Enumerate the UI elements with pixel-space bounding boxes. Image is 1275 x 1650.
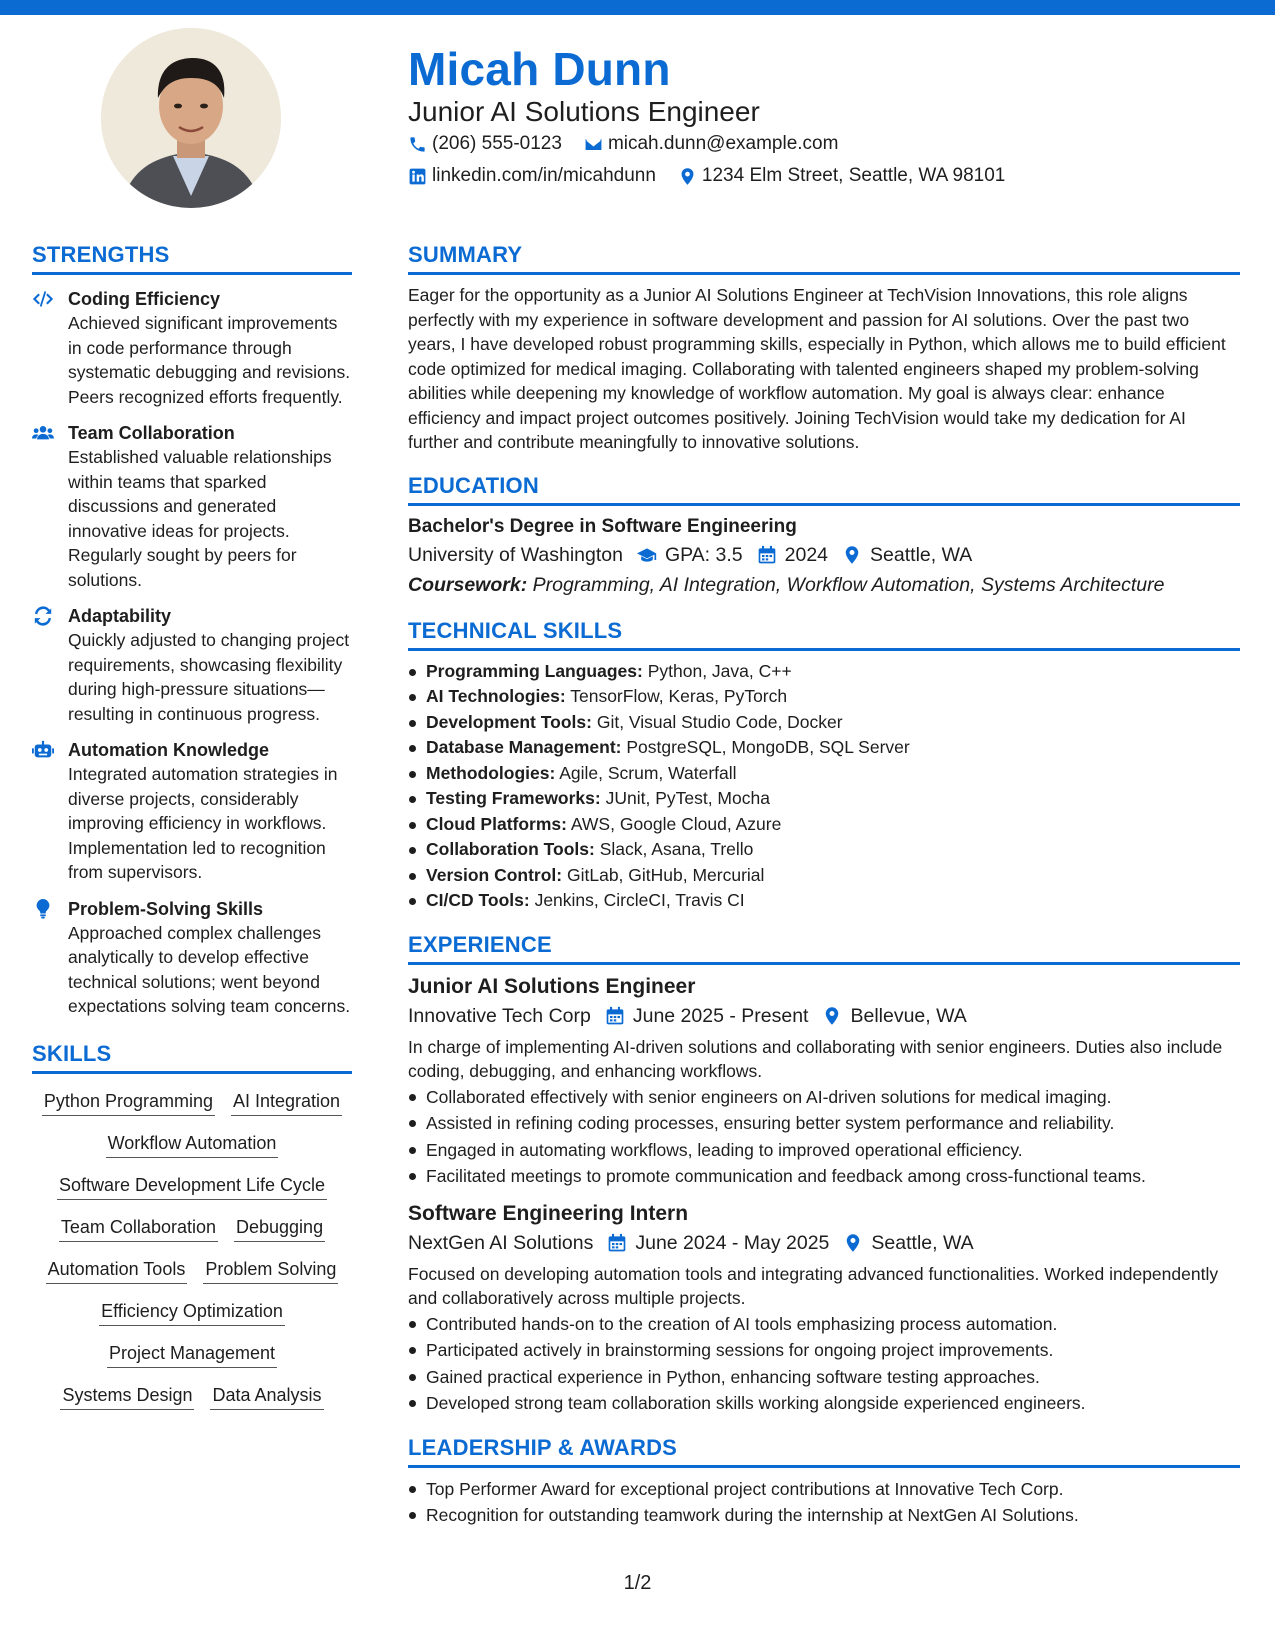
strength-item — [32, 604, 352, 726]
job-description: Focused on developing automation tools and integrating advanced functionalities. Worked independently and collaboratively across multiple projects. — [408, 1263, 1219, 1308]
skills-section — [32, 1041, 352, 1410]
phone-icon — [408, 135, 427, 154]
strength-item — [32, 421, 352, 592]
list-item — [408, 684, 1240, 710]
list-item — [408, 735, 1240, 761]
strength-title: Problem-Solving Skills — [68, 898, 264, 919]
strength-item — [32, 287, 352, 409]
contact-row-1 — [408, 133, 860, 155]
candidate-name: Micah Dunn — [408, 43, 671, 95]
list-item: Gained practical experience in Python, enhancing software testing approaches. — [408, 1364, 1240, 1391]
education-section — [408, 473, 1240, 600]
education-meta — [408, 540, 1240, 570]
candidate-title: Junior AI Solutions Engineer — [408, 96, 760, 127]
strength-item — [32, 897, 352, 1019]
skill-value: Jenkins, CircleCI, Travis CI — [534, 890, 745, 910]
strength-item — [32, 738, 352, 885]
email-contact[interactable] — [584, 133, 839, 155]
strength-desc: Integrated automation strategies in diverse projects, considerably improving efficiency in workflows. Implementation led to recognition from supervisors. — [68, 764, 338, 882]
linkedin-text[interactable]: linkedin.com/in/micahdunn — [432, 165, 656, 186]
skill-tag: Project Management — [107, 1340, 277, 1368]
phone-text: (206) 555-0123 — [432, 133, 562, 154]
calendar-icon — [607, 1233, 627, 1253]
job-bullets — [408, 1084, 1240, 1190]
list-item — [408, 761, 1240, 787]
skill-label: Methodologies: — [426, 762, 556, 783]
strength-desc: Approached complex challenges analytically to develop effective technical solutions; went beyond expectations solving team concerns. — [68, 922, 351, 1016]
technical-skills-heading: TECHNICAL SKILLS — [408, 617, 623, 643]
degree-title: Bachelor's Degree in Software Engineering — [408, 515, 797, 537]
experience-section — [408, 932, 1240, 1417]
job-title: Software Engineering Intern — [408, 1201, 689, 1225]
phone-contact — [408, 133, 562, 155]
skill-label: Development Tools: — [426, 711, 592, 732]
map-pin-icon — [842, 545, 862, 565]
job-meta — [408, 1228, 1240, 1258]
list-item — [408, 837, 1240, 863]
summary-text: Eager for the opportunity as a Junior AI Solutions Engineer at TechVision Innovations, this role aligns perfectly with my experience in software development and passion for AI solutions. Over the past two years, I have developed robust programming skills, especially in Python, which allows me to build efficient code optimized for medical imaging. Collaborating with talented engineers shaped my problem-solving abilities while deepening my knowledge of workflow automation. My goal is always clear: enhance efficiency and impact project outcomes positively. Joining TechVision would take my dedication for AI further and contribute meaningfully to innovative solutions. — [408, 285, 1226, 452]
strength-title: Coding Efficiency — [68, 289, 221, 309]
strength-title: Adaptability — [68, 606, 172, 626]
strength-desc: Achieved significant improvements in code performance through systematic debugging and revisions. Peers recognized efforts frequently. — [68, 313, 351, 407]
skill-value: Git, Visual Studio Code, Docker — [596, 711, 843, 732]
skill-label: Database Management: — [426, 737, 622, 757]
job-dates: June 2024 - May 2025 — [635, 1231, 830, 1254]
top-accent-bar — [0, 0, 1275, 15]
skill-value: Python, Java, C++ — [647, 660, 792, 681]
section-divider — [408, 272, 1240, 275]
linkedin-contact[interactable] — [408, 165, 656, 187]
list-item: Top Performer Award for exceptional project contributions at Innovative Tech Corp. — [408, 1476, 1240, 1503]
skill-value: Agile, Scrum, Waterfall — [559, 762, 737, 783]
skill-label: Cloud Platforms: — [426, 813, 567, 834]
technical-skills-list — [408, 659, 1240, 914]
skill-label: Collaboration Tools: — [426, 839, 595, 859]
envelope-icon — [584, 135, 603, 154]
skill-tag: AI Integration — [231, 1088, 342, 1116]
lightbulb-icon — [32, 899, 54, 919]
list-item — [408, 888, 1240, 914]
job-meta — [408, 1001, 1240, 1031]
skill-label: Version Control: — [426, 864, 563, 885]
section-divider — [408, 648, 1240, 651]
address-text: 1234 Elm Street, Seattle, WA 98101 — [701, 165, 1006, 186]
contact-row-2 — [408, 165, 1027, 187]
list-item — [408, 812, 1240, 838]
calendar-icon — [605, 1006, 625, 1026]
skill-label: AI Technologies: — [426, 686, 566, 706]
skill-value: Slack, Asana, Trello — [599, 839, 754, 859]
map-pin-icon — [678, 167, 697, 186]
skill-tag: Workflow Automation — [106, 1130, 279, 1158]
section-divider — [408, 1465, 1240, 1468]
list-item: Contributed hands-on to the creation of AI tools emphasizing process automation. — [408, 1311, 1240, 1338]
list-item — [408, 863, 1240, 889]
job-bullets — [408, 1311, 1240, 1417]
list-item: Recognition for outstanding teamwork during the internship at NextGen AI Solutions. — [408, 1502, 1240, 1529]
strength-title: Automation Knowledge — [68, 740, 269, 760]
robot-icon — [32, 740, 54, 760]
school-location: Seattle, WA — [870, 543, 973, 566]
skill-tag: Automation Tools — [46, 1256, 188, 1284]
section-divider — [408, 962, 1240, 965]
job-title: Junior AI Solutions Engineer — [408, 974, 696, 998]
skill-label: CI/CD Tools: — [426, 890, 530, 910]
skill-tag: Data Analysis — [210, 1382, 323, 1410]
company-name: Innovative Tech Corp — [408, 1004, 591, 1027]
profile-photo — [101, 28, 281, 208]
section-divider — [32, 272, 352, 275]
left-column — [32, 242, 352, 1424]
list-item: Participated actively in brainstorming sessions for ongoing project improvements. — [408, 1337, 1240, 1364]
list-item: Developed strong team collaboration skills working alongside experienced engineers. — [408, 1390, 1240, 1417]
coursework — [408, 570, 1240, 600]
job-description: In charge of implementing AI-driven solutions and collaborating with senior engineers. Duties also include coding, debugging, and enhancing workflows. — [408, 1036, 1223, 1081]
skill-value: JUnit, PyTest, Mocha — [605, 788, 770, 808]
gpa: GPA: 3.5 — [664, 543, 743, 566]
skill-tag: Team Collaboration — [59, 1214, 218, 1242]
map-pin-icon — [822, 1006, 842, 1026]
skill-value: GitLab, GitHub, Mercurial — [567, 864, 765, 885]
leadership-section — [408, 1435, 1240, 1529]
skill-tag: Software Development Life Cycle — [57, 1172, 327, 1200]
job-entry — [408, 1200, 1240, 1417]
coursework-list: Programming, AI Integration, Workflow Automation, Systems Architecture — [532, 573, 1165, 596]
awards-list — [408, 1476, 1240, 1529]
list-item — [408, 786, 1240, 812]
email-text[interactable]: micah.dunn@example.com — [607, 133, 839, 154]
graduation-cap-icon — [637, 545, 657, 565]
skill-tag: Efficiency Optimization — [99, 1298, 285, 1326]
strength-desc: Quickly adjusted to changing project requirements, showcasing flexibility during high-pressure situations—resulting in continuous progress. — [68, 630, 350, 724]
calendar-icon — [757, 545, 777, 565]
list-item: Engaged in automating workflows, leading to improved operational efficiency. — [408, 1137, 1240, 1164]
address-contact — [678, 165, 1005, 187]
skill-tag: Systems Design — [60, 1382, 194, 1410]
skill-tag: Python Programming — [42, 1088, 215, 1116]
school-name: University of Washington — [408, 543, 623, 566]
skill-value: PostgreSQL, MongoDB, SQL Server — [626, 737, 910, 757]
summary-section — [408, 242, 1240, 455]
skills-heading: SKILLS — [32, 1040, 112, 1066]
experience-heading: EXPERIENCE — [408, 931, 552, 957]
list-item — [408, 659, 1240, 685]
skill-tag: Problem Solving — [203, 1256, 338, 1284]
section-divider — [32, 1071, 352, 1074]
coursework-label: Coursework: — [408, 573, 528, 596]
company-name: NextGen AI Solutions — [408, 1231, 594, 1254]
page-number: 1/2 — [623, 1572, 652, 1594]
grad-year: 2024 — [784, 543, 829, 566]
education-heading: EDUCATION — [408, 472, 539, 498]
strength-desc: Established valuable relationships within teams that sparked discussions and generated innovative ideas for projects. Regularly sought by peers for solutions. — [68, 447, 332, 590]
job-location: Bellevue, WA — [850, 1004, 967, 1027]
technical-skills-section — [408, 618, 1240, 914]
users-icon — [32, 423, 54, 443]
job-entry — [408, 973, 1240, 1190]
skill-tags — [32, 1088, 352, 1410]
section-divider — [408, 503, 1240, 506]
list-item: Collaborated effectively with senior engineers on AI-driven solutions for medical imaging. — [408, 1084, 1240, 1111]
sync-icon — [32, 606, 54, 626]
skill-label: Testing Frameworks: — [426, 788, 601, 808]
strengths-section — [32, 242, 352, 1019]
list-item: Assisted in refining coding processes, ensuring better system performance and reliability. — [408, 1110, 1240, 1137]
skill-tag: Debugging — [234, 1214, 325, 1242]
job-dates: June 2025 - Present — [632, 1004, 809, 1027]
code-icon — [32, 289, 54, 309]
strengths-heading: STRENGTHS — [32, 242, 170, 267]
skill-value: TensorFlow, Keras, PyTorch — [570, 686, 788, 706]
map-pin-icon — [843, 1233, 863, 1253]
job-location: Seattle, WA — [871, 1231, 974, 1254]
summary-heading: SUMMARY — [408, 242, 523, 267]
skill-label: Programming Languages: — [426, 660, 643, 681]
list-item — [408, 710, 1240, 736]
linkedin-icon — [408, 167, 427, 186]
right-column — [408, 242, 1240, 1529]
leadership-heading: LEADERSHIP & AWARDS — [408, 1434, 678, 1460]
skill-value: AWS, Google Cloud, Azure — [570, 813, 782, 834]
strength-title: Team Collaboration — [68, 423, 235, 443]
list-item: Facilitated meetings to promote communication and feedback among cross-functional teams. — [408, 1163, 1240, 1190]
